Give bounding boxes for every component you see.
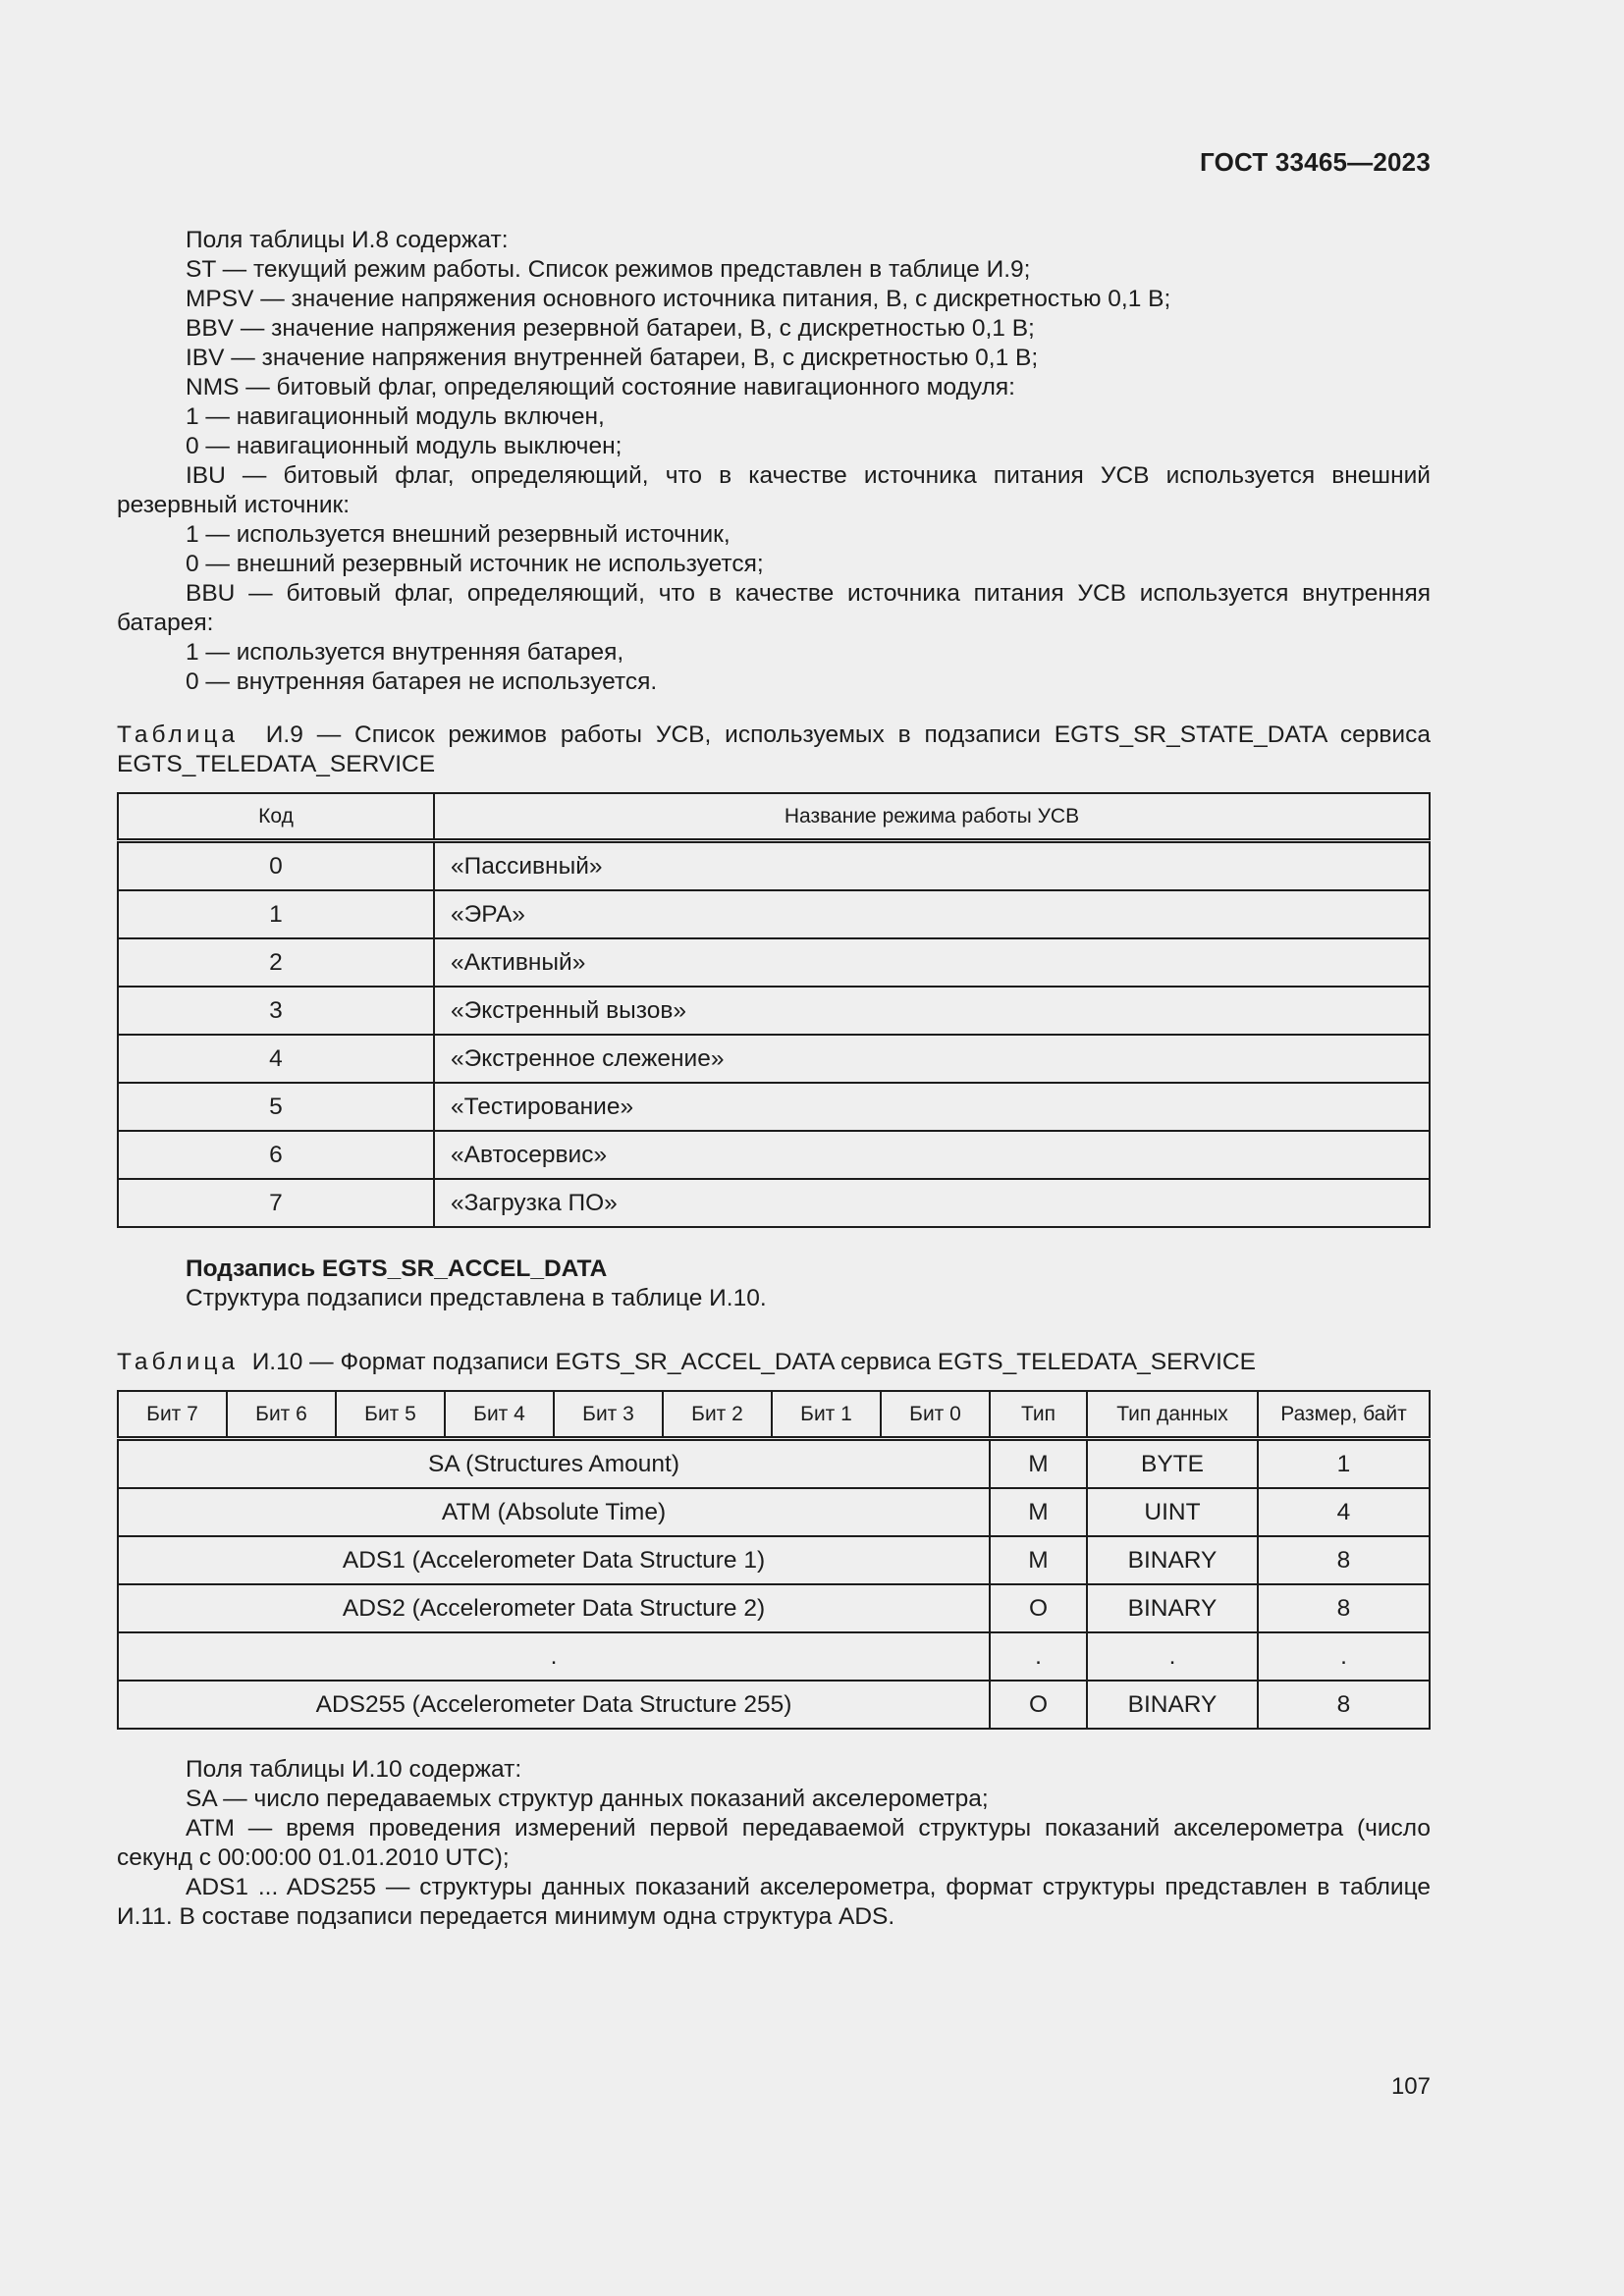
subsection: [117, 1255, 1431, 1313]
field-type: O: [990, 1584, 1087, 1632]
outro-line: SA — число передаваемых структур данных показаний акселерометра;: [186, 1786, 989, 1812]
field-data-type: .: [1087, 1632, 1258, 1681]
table10-header-cell: Бит 2: [663, 1391, 772, 1439]
table10-header-cell: Тип: [990, 1391, 1087, 1439]
mode-code: 6: [118, 1131, 434, 1179]
intro-line: BBV — значение напряжения резервной батареи, В, с дискретностью 0,1 В;: [186, 315, 1035, 342]
field-data-type: BYTE: [1087, 1439, 1258, 1489]
mode-name: «Пассивный»: [434, 841, 1430, 891]
table-row: [118, 1083, 1430, 1131]
intro-paragraphs: [117, 226, 1431, 697]
field-type: M: [990, 1488, 1087, 1536]
table-row: [118, 890, 1430, 938]
field-type: M: [990, 1439, 1087, 1489]
intro-line: IBU — битовый флаг, определяющий, что в качестве источника питания УСВ используется внешний резервный источник:: [117, 462, 1431, 518]
field-name: ADS255 (Accelerometer Data Structure 255): [118, 1681, 990, 1729]
table10-header-row: [118, 1391, 1430, 1439]
intro-line: Поля таблицы И.8 содержат:: [186, 227, 509, 253]
table-row: [118, 1536, 1430, 1584]
mode-name: «Тестирование»: [434, 1083, 1430, 1131]
table10-header-cell: Бит 4: [445, 1391, 554, 1439]
field-size: 8: [1258, 1536, 1430, 1584]
mode-code: 2: [118, 938, 434, 987]
intro-line: NMS — битовый флаг, определяющий состояние навигационного модуля:: [186, 374, 1015, 400]
mode-name: «Экстренное слежение»: [434, 1035, 1430, 1083]
intro-line: IBV — значение напряжения внутренней батареи, В, с дискретностью 0,1 В;: [186, 345, 1039, 371]
table-row: [118, 987, 1430, 1035]
mode-code: 0: [118, 841, 434, 891]
mode-code: 5: [118, 1083, 434, 1131]
table9-caption-text: И.9 — Список режимов работы УСВ, используемых в подзаписи EGTS_SR_STATE_DATA сервиса EGTS_TELEDATA_SERVICE: [117, 721, 1431, 777]
field-name: ADS2 (Accelerometer Data Structure 2): [118, 1584, 990, 1632]
field-data-type: UINT: [1087, 1488, 1258, 1536]
mode-code: 4: [118, 1035, 434, 1083]
table-row: [118, 1035, 1430, 1083]
intro-line: MPSV — значение напряжения основного источника питания, В, с дискретностью 0,1 В;: [186, 286, 1171, 312]
table10-caption-text: И.10 — Формат подзаписи EGTS_SR_ACCEL_DATA сервиса EGTS_TELEDATA_SERVICE: [251, 1349, 1256, 1375]
mode-code: 7: [118, 1179, 434, 1227]
field-name: .: [118, 1632, 990, 1681]
field-size: 4: [1258, 1488, 1430, 1536]
table10-header-cell: Бит 1: [772, 1391, 881, 1439]
mode-name: «Загрузка ПО»: [434, 1179, 1430, 1227]
mode-name: «Активный»: [434, 938, 1430, 987]
field-name: ATM (Absolute Time): [118, 1488, 990, 1536]
table-row: [118, 938, 1430, 987]
table-row: [118, 841, 1430, 891]
field-type: O: [990, 1681, 1087, 1729]
outro-paragraphs: [117, 1755, 1431, 1932]
table9-header-cell: Название режима работы УСВ: [434, 793, 1430, 841]
mode-code: 3: [118, 987, 434, 1035]
intro-line: 0 — навигационный модуль выключен;: [186, 433, 623, 459]
table9-caption-label: Таблица: [117, 721, 240, 748]
outro-line: ATM — время проведения измерений первой передаваемой структуры показаний акселерометра (число секунд с 00:00:00 01.01.2010 UTC);: [117, 1815, 1431, 1871]
field-size: 8: [1258, 1681, 1430, 1729]
field-size: 1: [1258, 1439, 1430, 1489]
field-data-type: BINARY: [1087, 1584, 1258, 1632]
table9-header-row: [118, 793, 1430, 841]
outro-line: Поля таблицы И.10 содержат:: [186, 1756, 522, 1783]
mode-code: 1: [118, 890, 434, 938]
field-name: ADS1 (Accelerometer Data Structure 1): [118, 1536, 990, 1584]
table9-caption: [117, 721, 1431, 779]
table10: [117, 1390, 1431, 1730]
field-size: .: [1258, 1632, 1430, 1681]
page-number: 107: [1390, 2073, 1431, 2100]
table-row: [118, 1632, 1430, 1681]
table-row: [118, 1584, 1430, 1632]
table-row: [118, 1488, 1430, 1536]
table10-header-cell: Тип данных: [1087, 1391, 1258, 1439]
mode-name: «Автосервис»: [434, 1131, 1430, 1179]
table-row: [118, 1681, 1430, 1729]
table10-caption-label: Таблица: [117, 1349, 240, 1375]
table-row: [118, 1131, 1430, 1179]
table10-header-cell: Бит 5: [336, 1391, 445, 1439]
intro-line: 1 — навигационный модуль включен,: [186, 403, 605, 430]
intro-line: 0 — внутренняя батарея не используется.: [186, 668, 658, 695]
intro-line: 1 — используется внутренняя батарея,: [186, 639, 624, 666]
table10-header-cell: Бит 6: [227, 1391, 336, 1439]
document-code: ГОСТ 33465—2023: [1200, 147, 1431, 177]
table10-header-cell: Размер, байт: [1258, 1391, 1430, 1439]
subsection-text: Структура подзаписи представлена в таблице И.10.: [186, 1285, 767, 1311]
field-data-type: BINARY: [1087, 1681, 1258, 1729]
intro-line: ST — текущий режим работы. Список режимов представлен в таблице И.9;: [186, 256, 1031, 283]
intro-line: 1 — используется внешний резервный источник,: [186, 521, 731, 548]
subsection-title: Подзапись EGTS_SR_ACCEL_DATA: [186, 1255, 608, 1282]
field-name: SA (Structures Amount): [118, 1439, 990, 1489]
table-row: [118, 1179, 1430, 1227]
field-type: M: [990, 1536, 1087, 1584]
table10-caption: [117, 1348, 1431, 1377]
field-data-type: BINARY: [1087, 1536, 1258, 1584]
intro-line: BBU — битовый флаг, определяющий, что в качестве источника питания УСВ используется внутренняя батарея:: [117, 580, 1431, 636]
field-type: .: [990, 1632, 1087, 1681]
mode-name: «ЭРА»: [434, 890, 1430, 938]
table10-header-cell: Бит 7: [118, 1391, 227, 1439]
field-size: 8: [1258, 1584, 1430, 1632]
intro-line: 0 — внешний резервный источник не используется;: [186, 551, 764, 577]
table-row: [118, 1439, 1430, 1489]
table10-header-cell: Бит 3: [554, 1391, 663, 1439]
outro-line: ADS1 ... ADS255 — структуры данных показаний акселерометра, формат структуры представлен в таблице И.11. В составе подзаписи передается минимум одна структура ADS.: [117, 1874, 1431, 1930]
table9-header-cell: Код: [118, 793, 434, 841]
table9: [117, 792, 1431, 1228]
table10-header-cell: Бит 0: [881, 1391, 990, 1439]
mode-name: «Экстренный вызов»: [434, 987, 1430, 1035]
